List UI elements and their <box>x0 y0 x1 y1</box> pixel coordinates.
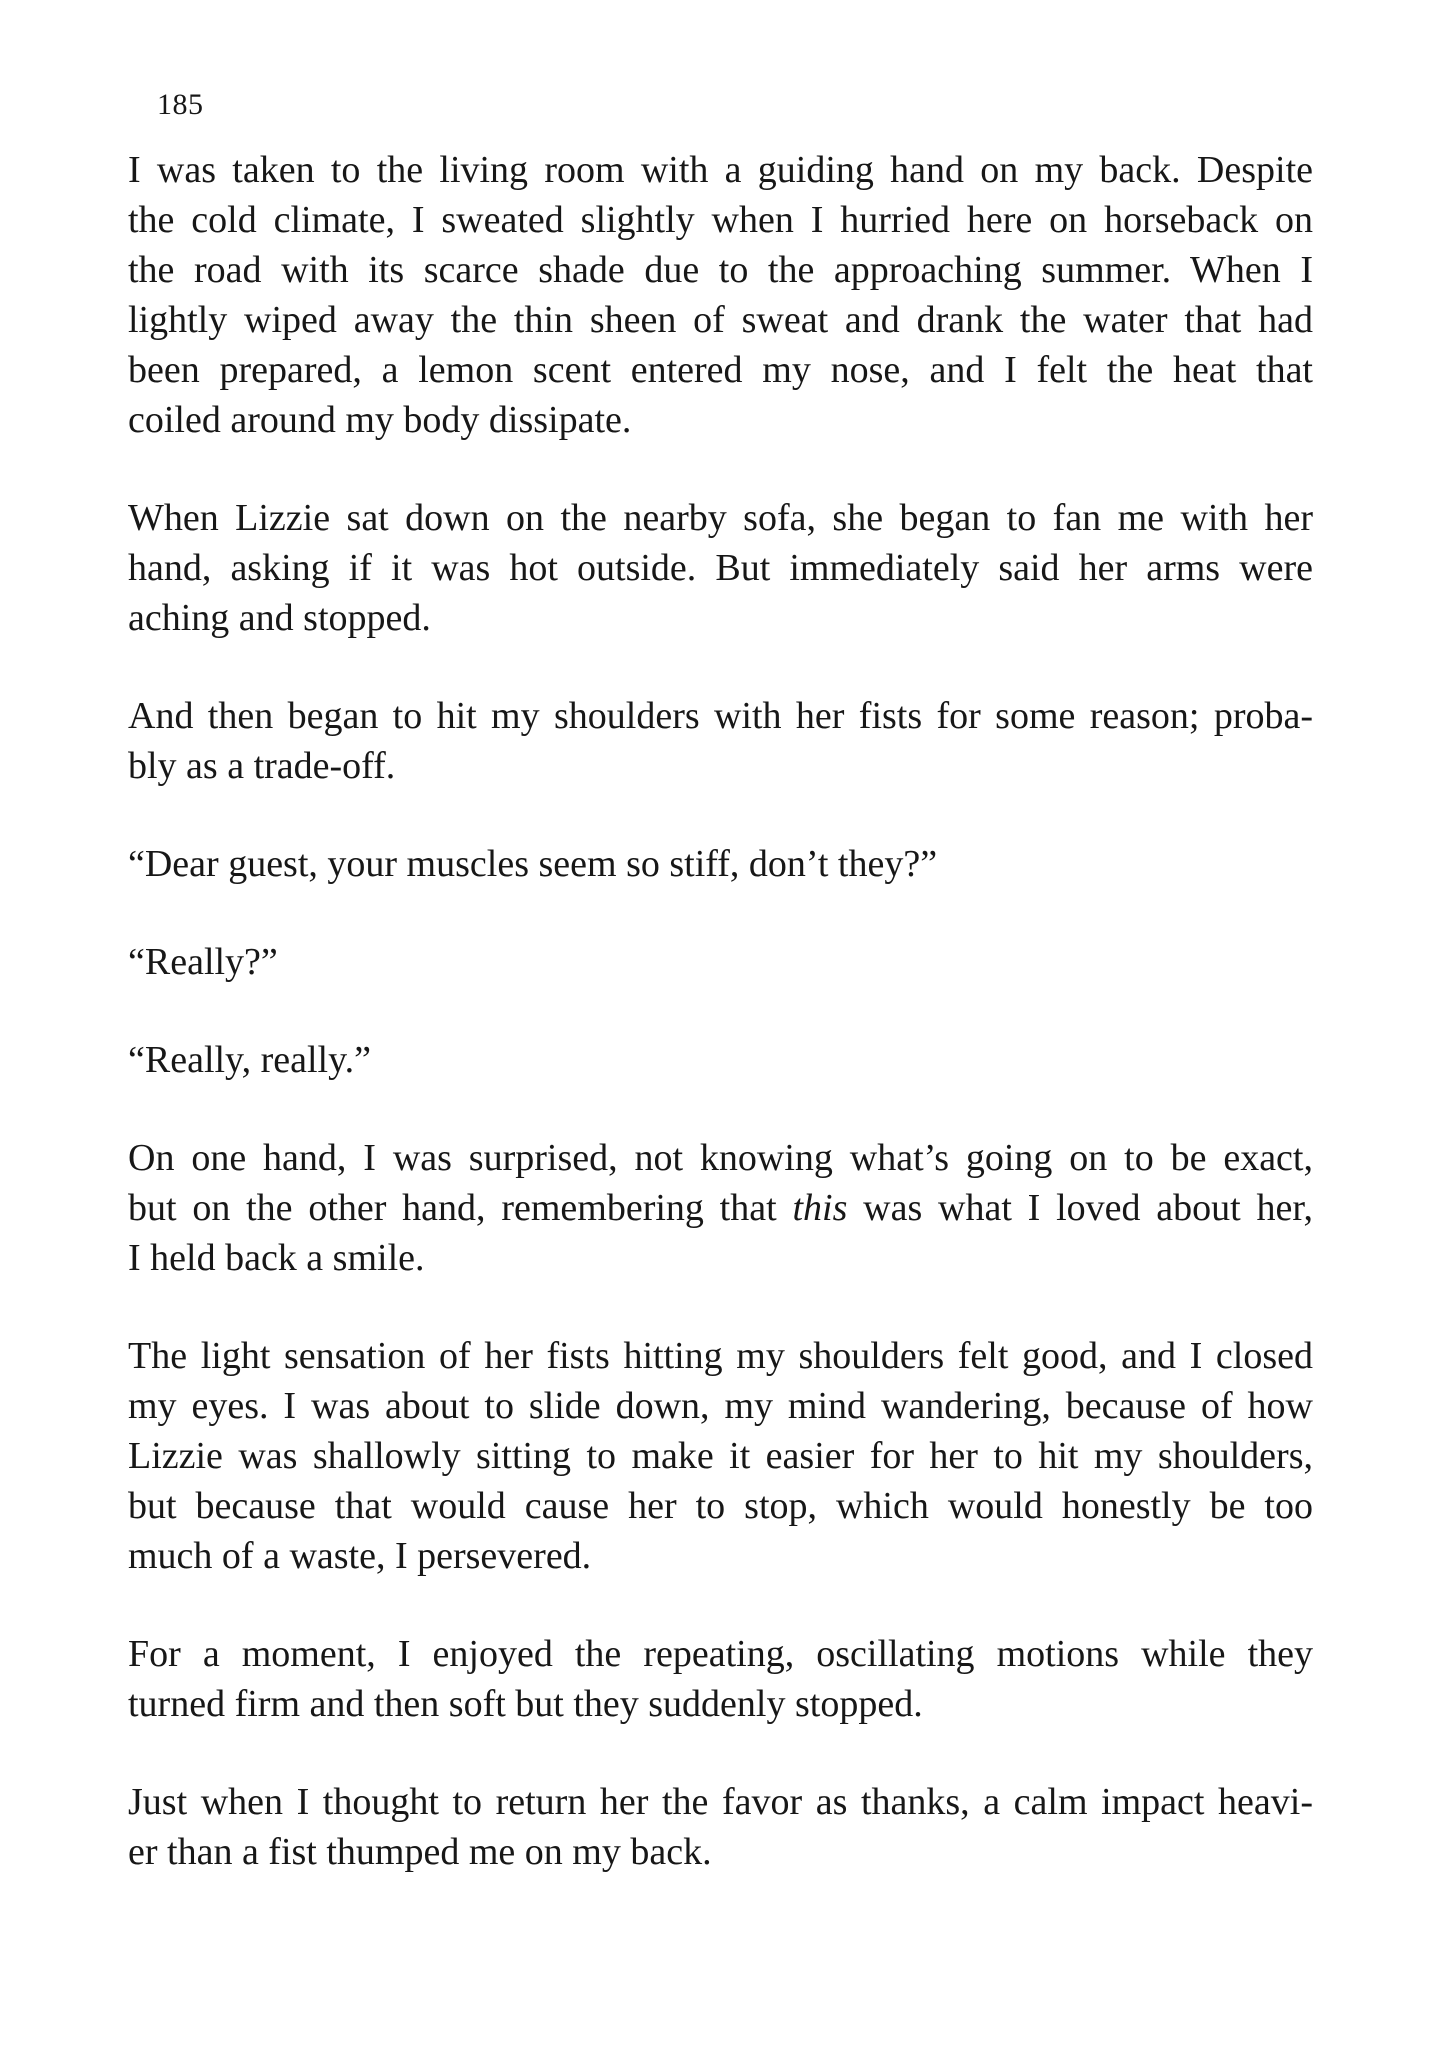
text-line: the cold climate, I sweated slightly when I hurried here on horseback on <box>128 199 1313 241</box>
text-line: the road with its scarce shade due to the approaching summer. When I <box>128 249 1313 291</box>
text-line: For a moment, I enjoyed the repeating, oscillating motions while they <box>128 1633 1313 1675</box>
paragraph <box>128 937 1313 987</box>
text-line: I held back a smile. <box>128 1237 425 1279</box>
text-line: And then began to hit my shoulders with her fists for some reason; proba- <box>128 695 1313 737</box>
text-line: “Really, really.” <box>128 1039 371 1081</box>
text-line: Just when I thought to return her the favor as thanks, a calm impact heavi- <box>128 1781 1313 1823</box>
text-line <box>128 1183 1313 1233</box>
text-line: I was taken to the living room with a guiding hand on my back. Despite <box>128 149 1313 191</box>
italic-text: this <box>792 1187 848 1229</box>
text-segment: was what I loved about her, <box>847 1187 1313 1229</box>
paragraph <box>128 1035 1313 1085</box>
paragraph <box>128 839 1313 889</box>
text-segment: but on the other hand, remembering that <box>128 1187 793 1229</box>
text-line: hand, asking if it was hot outside. But immediately said her arms were <box>128 547 1313 589</box>
text-line: “Dear guest, your muscles seem so stiff, don’t they?” <box>128 843 938 885</box>
text-block <box>128 145 1313 1877</box>
page-number: 185 <box>157 88 204 121</box>
paragraph <box>128 145 1313 445</box>
paragraph <box>128 1777 1313 1877</box>
paragraph <box>128 691 1313 791</box>
text-line: On one hand, I was surprised, not knowing what’s going on to be exact, <box>128 1137 1313 1179</box>
text-line: but because that would cause her to stop, which would honestly be too <box>128 1485 1313 1527</box>
paragraph <box>128 493 1313 643</box>
text-line: The light sensation of her fists hitting my shoulders felt good, and I closed <box>128 1335 1313 1377</box>
text-line: my eyes. I was about to slide down, my mind wandering, because of how <box>128 1385 1313 1427</box>
paragraph <box>128 1133 1313 1283</box>
text-line: bly as a trade-off. <box>128 745 396 787</box>
text-line: turned firm and then soft but they suddenly stopped. <box>128 1683 923 1725</box>
text-line: lightly wiped away the thin sheen of sweat and drank the water that had <box>128 299 1313 341</box>
text-line: er than a fist thumped me on my back. <box>128 1831 712 1873</box>
text-line: aching and stopped. <box>128 597 431 639</box>
text-line: been prepared, a lemon scent entered my nose, and I felt the heat that <box>128 349 1313 391</box>
text-line: coiled around my body dissipate. <box>128 399 632 441</box>
paragraph <box>128 1331 1313 1581</box>
text-line: much of a waste, I persevered. <box>128 1535 592 1577</box>
paragraph <box>128 1629 1313 1729</box>
text-line: “Really?” <box>128 941 278 983</box>
text-line: Lizzie was shallowly sitting to make it easier for her to hit my shoulders, <box>128 1435 1313 1477</box>
text-line: When Lizzie sat down on the nearby sofa, she began to fan me with her <box>128 497 1313 539</box>
